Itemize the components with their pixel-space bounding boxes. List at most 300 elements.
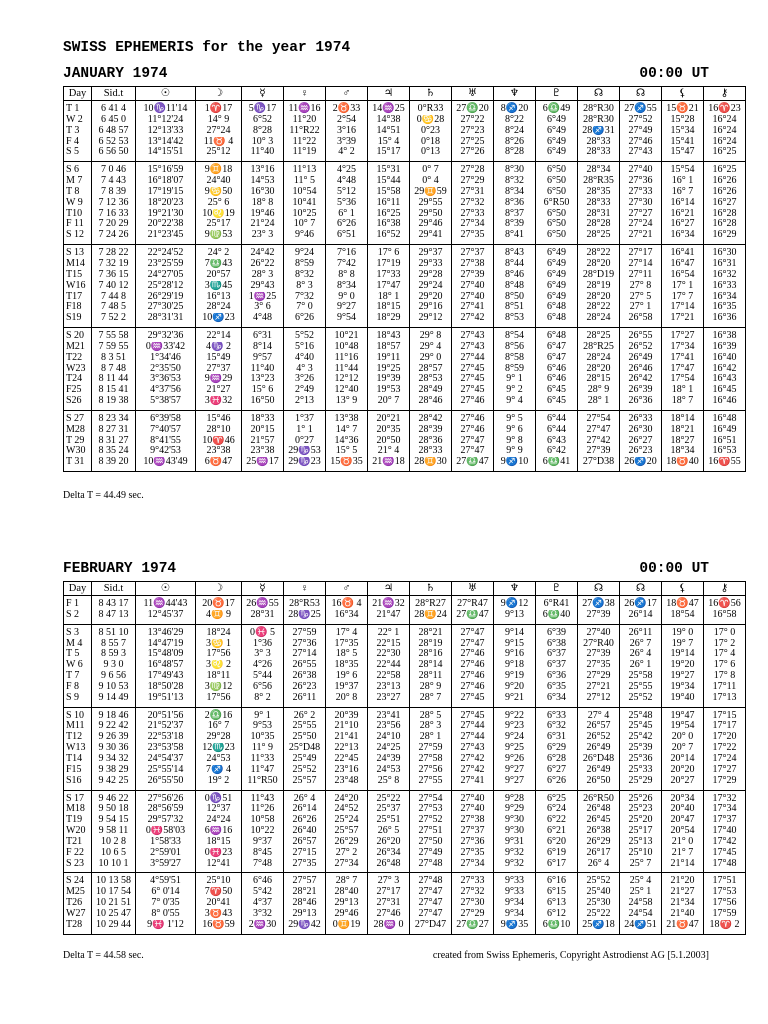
column-header: ♆ [494,87,536,101]
table-cell: 26°39 [620,385,662,396]
table-cell: 9♐12 [494,596,536,610]
table-cell: 17°35 [326,639,368,650]
table-cell: 10♒43'49 [136,457,196,471]
table-cell: 26°38 [578,826,620,837]
table-cell: 9♐35 [494,920,536,934]
table-row [64,624,746,638]
table-row [64,198,746,209]
table-cell: 16♈23 [704,101,746,115]
table-cell: 17° 0 [704,624,746,638]
table-cell: 27°25 [452,137,494,148]
month-header [63,66,709,84]
table-cell: 16°35 [704,302,746,313]
table-cell: 15°44 [368,176,410,187]
column-header: ☊ [620,87,662,101]
table-cell: 18°14 [662,410,704,424]
table-cell: 16°34 [326,610,368,624]
day-cell: S 10 [64,707,92,721]
table-cell: 18°54 [662,610,704,624]
table-cell: 4°26 [242,660,284,671]
table-cell: 18°57 [368,342,410,353]
table-cell: 28♊30 [410,457,452,471]
table-cell: 27°30 [452,898,494,909]
ephemeris-table [63,86,746,472]
table-row [64,364,746,375]
table-cell: 27°35 [452,230,494,244]
table-cell: 8°34 [326,281,368,292]
table-cell: 28°21 [284,887,326,898]
table-cell: 27°27 [620,209,662,220]
column-header: Day [64,582,92,596]
table-cell: 15°58 [368,187,410,198]
table-cell: 17°17 [704,721,746,732]
table-cell: 12°13'33 [136,126,196,137]
column-header: ☉ [136,87,196,101]
table-cell: 15♉21 [662,101,704,115]
table-cell: 3° 6 [242,302,284,313]
table-cell: 3♋ 1 [196,639,242,650]
table-cell: 19°47 [662,707,704,721]
table-cell: 21°47 [368,610,410,624]
day-cell: W20 [64,826,92,837]
table-cell: 6°48 [536,313,578,327]
table-cell: 23°56 [368,721,410,732]
table-cell: 14♒25 [368,101,410,115]
table-cell: 27°47 [452,624,494,638]
table-cell: 6°48 [536,302,578,313]
table-cell: 8° 8 [326,270,368,281]
table-cell: 3° 3 [242,649,284,660]
table-cell: 29°32'36 [136,328,196,342]
table-cell: 9 10 53 [92,682,136,693]
table-cell: 25°55 [620,682,662,693]
table-cell: 17°56 [704,898,746,909]
column-header-row [64,87,746,101]
table-cell: 5°52 [284,328,326,342]
table-row [64,101,746,115]
table-cell: 28°R35 [578,176,620,187]
table-cell: 29°57'32 [136,815,196,826]
table-cell: 27°21 [578,682,620,693]
table-cell: 29°24 [410,281,452,292]
table-row [64,457,746,471]
table-cell: 17° 6 [368,245,410,259]
table-cell: 4°40 [284,353,326,364]
table-cell: 8 55 7 [92,639,136,650]
table-cell: 8 11 44 [92,374,136,385]
table-cell: 0♓58'03 [136,826,196,837]
table-cell: 25°33 [620,765,662,776]
table-cell: 28°35 [578,187,620,198]
table-cell: 15♉35 [326,457,368,471]
table-cell: 21°27 [662,887,704,898]
table-cell: 4°37 [242,898,284,909]
table-cell: 28°31 [578,209,620,220]
table-cell: 16°52 [368,230,410,244]
table-cell: 9 42 25 [92,776,136,790]
table-cell: 19°54 [662,721,704,732]
table-cell: 28°R27 [410,596,452,610]
table-cell: 6°49 [536,126,578,137]
table-cell: 27°40 [620,162,662,176]
table-cell: 5°44 [242,671,284,682]
table-cell: 29°33 [410,259,452,270]
table-cell: 10°22 [242,826,284,837]
day-cell: S19 [64,313,92,327]
table-cell: 9° 5 [494,410,536,424]
table-cell: 7♐ 4 [196,765,242,776]
table-cell: 16°53 [704,446,746,457]
table-cell: 6°13 [536,898,578,909]
table-cell: 18°43 [368,328,410,342]
table-cell: 20°47 [662,815,704,826]
table-cell: 27°43 [452,328,494,342]
table-cell: 0♒33'42 [136,342,196,353]
table-row [64,245,746,259]
table-cell: 10°58 [242,815,284,826]
table-cell: 11° 9 [242,743,284,754]
table-cell: 8 23 34 [92,410,136,424]
table-cell: 10°35 [242,732,284,743]
table-cell: 16°48'57 [136,660,196,671]
table-cell: 19°37 [326,682,368,693]
column-header: ♃ [368,582,410,596]
table-cell: 7 16 33 [92,209,136,220]
day-cell: T21 [64,837,92,848]
table-row [64,137,746,148]
table-cell: 9♓ 1'12 [136,920,196,934]
table-cell: 9°24 [284,245,326,259]
table-cell: 22°14 [196,328,242,342]
table-cell: 8°30 [494,162,536,176]
table-cell: 27°30'25 [136,302,196,313]
day-cell: S 3 [64,624,92,638]
table-cell: 27°21 [620,230,662,244]
table-cell: 8 7 48 [92,364,136,375]
table-cell: 28°20 [578,364,620,375]
table-cell: 28°10 [196,425,242,436]
table-row [64,270,746,281]
table-cell: 26°38 [284,671,326,682]
table-cell: 19°20 [662,660,704,671]
table-cell: 27°52 [620,115,662,126]
table-cell: 28°46 [410,396,452,410]
table-cell: 20°41 [196,898,242,909]
credit-note: created from Swiss Ephemeris, Copyright Astrodienst AG [5.1.2003] [432,950,709,961]
table-cell: 9°32 [494,859,536,873]
table-cell: 13°38 [326,410,368,424]
table-cell: 6♎41 [536,457,578,471]
table-cell: 27°R47 [452,596,494,610]
table-cell: 9°30 [494,826,536,837]
table-cell: 17°49'43 [136,671,196,682]
table-row [64,176,746,187]
day-cell: T15 [64,270,92,281]
table-cell: 29°20 [410,292,452,303]
table-cell: 8°37 [494,209,536,220]
table-cell: 14°38 [368,115,410,126]
table-cell: 18♈ 2 [704,920,746,934]
table-cell: 14°36 [326,436,368,447]
table-cell: 26°29'19 [136,292,196,303]
table-cell: 9°25 [494,743,536,754]
table-cell: 27°32 [452,887,494,898]
table-row [64,754,746,765]
table-cell: 12♏23 [196,743,242,754]
day-cell: T 8 [64,187,92,198]
column-header: ⚸ [662,582,704,596]
table-cell: 25° 1 [620,887,662,898]
table-cell: 9°24 [494,732,536,743]
table-cell: 9°13 [494,610,536,624]
table-cell: 29°13 [284,909,326,920]
table-cell: 16°30 [704,245,746,259]
table-cell: 20°21 [368,410,410,424]
table-row [64,859,746,873]
table-cell: 4°59'51 [136,873,196,887]
table-cell: 0°13 [410,147,452,161]
table-cell: 8♐20 [494,101,536,115]
table-row [64,610,746,624]
table-cell: 21♉47 [662,920,704,934]
table-cell: 26° 4 [620,649,662,660]
table-cell: 6°37 [536,649,578,660]
day-cell: T12 [64,732,92,743]
month-title: FEBRUARY 1974 [63,561,177,577]
table-cell: 24♐51 [620,920,662,934]
table-cell: 11°12'24 [136,115,196,126]
table-cell: 27°47 [452,446,494,457]
table-cell: 16°46 [704,396,746,410]
table-body [64,101,746,472]
table-cell: 27°46 [452,682,494,693]
table-cell: 24°40 [196,176,242,187]
table-cell: 1♈17 [196,101,242,115]
table-cell: 28°22 [578,302,620,313]
table-cell: 21°10 [326,721,368,732]
table-cell: 27°51 [410,826,452,837]
table-cell: 27°24 [196,126,242,137]
table-cell: 9°14 [494,624,536,638]
table-cell: 9°34 [494,909,536,920]
table-cell: 27°33 [452,873,494,887]
table-cell: 29°28 [410,270,452,281]
table-cell: 10° 3 [242,137,284,148]
table-cell: 8°54 [494,328,536,342]
table-cell: 17°59 [704,909,746,920]
table-cell: 9°27 [494,765,536,776]
table-cell: 24° 2 [196,245,242,259]
table-cell: 8° 3 [284,281,326,292]
table-cell: 7 24 26 [92,230,136,244]
table-cell: 27°47 [452,436,494,447]
table-cell: 26°14 [620,610,662,624]
table-cell: 27°29 [578,671,620,682]
table-cell: 9°15 [494,639,536,650]
table-cell: 10 13 58 [92,873,136,887]
table-row [64,693,746,707]
table-cell: 27° 4 [578,707,620,721]
table-cell: 14°51 [368,126,410,137]
table-cell: 28°42 [410,410,452,424]
table-cell: 16°42 [704,364,746,375]
table-cell: 8°46 [494,270,536,281]
day-cell: T19 [64,815,92,826]
table-cell: 24°20 [326,790,368,804]
table-cell: 16°24 [704,115,746,126]
table-cell: 27°40 [452,804,494,815]
table-cell: 13°16 [242,162,284,176]
table-cell: 27°42 [578,436,620,447]
table-cell: 23°13 [368,682,410,693]
table-cell: 27°24 [620,219,662,230]
table-cell: 16°27 [662,219,704,230]
table-cell: 19°21'30 [136,209,196,220]
table-cell: 8°14 [242,342,284,353]
day-cell: M 7 [64,176,92,187]
table-cell: 14°15'51 [136,147,196,161]
column-header: ☽ [196,582,242,596]
table-cell: 8°51 [494,302,536,313]
table-cell: 9°27 [494,776,536,790]
table-cell: 9°33 [494,873,536,887]
table-cell: 17°45 [704,848,746,859]
day-cell: W16 [64,281,92,292]
table-cell: 2♎16 [196,707,242,721]
table-cell: 28° 3 [242,270,284,281]
table-cell: 18° 1 [662,385,704,396]
table-cell: 28° 1 [410,732,452,743]
table-cell: 9♒29 [196,374,242,385]
table-cell: 18°35 [326,660,368,671]
table-cell: 19° 0 [662,624,704,638]
table-cell: 8°32 [494,176,536,187]
table-cell: 25°51 [368,815,410,826]
table-row [64,230,746,244]
table-cell: 28°19 [578,281,620,292]
table-cell: 24°53 [196,754,242,765]
table-cell: 17°48 [704,859,746,873]
table-cell: 6°19 [536,848,578,859]
table-cell: 19°11 [368,353,410,364]
table-cell: 25°23 [620,804,662,815]
table-cell: 3♌ 2 [196,660,242,671]
table-cell: 4°48 [326,176,368,187]
table-cell: 17° 6 [704,660,746,671]
table-cell: 17°54 [662,374,704,385]
table-cell: 21°34 [662,898,704,909]
table-cell: 8°41 [494,230,536,244]
table-cell: 7° 0'35 [136,898,196,909]
table-row [64,790,746,804]
table-cell: 24°39 [368,754,410,765]
column-header: ☽ [196,87,242,101]
table-cell: 28°22 [578,245,620,259]
table-cell: 25° 7 [620,859,662,873]
table-cell: 11♒16 [284,101,326,115]
table-cell: 6 56 50 [92,147,136,161]
table-cell: 8 27 31 [92,425,136,436]
table-cell: 26°36 [620,396,662,410]
table-cell: 17°47 [368,281,410,292]
table-cell: 27°31 [452,187,494,198]
day-cell: S 27 [64,410,92,424]
table-row [64,920,746,934]
table-cell: 16°48 [704,410,746,424]
day-cell: M11 [64,721,92,732]
table-cell: 3°36'53 [136,374,196,385]
day-cell: T 29 [64,436,92,447]
table-cell: 26♐20 [620,457,662,471]
table-cell: 19°14 [662,649,704,660]
table-cell: 27°34 [326,859,368,873]
table-cell: 27°56 [410,765,452,776]
table-cell: 9♋50 [196,187,242,198]
table-cell: 7 44 8 [92,292,136,303]
table-cell: 2♒30 [242,920,284,934]
table-cell: 21° 0 [662,837,704,848]
table-cell: 28°24 [578,353,620,364]
table-cell: 25°10 [196,873,242,887]
table-cell: 24°58 [620,898,662,909]
table-cell: 20° 7 [368,396,410,410]
table-cell: 19°27 [662,671,704,682]
table-row [64,743,746,754]
table-cell: 28°46 [284,898,326,909]
table-cell: 27°47 [410,909,452,920]
table-cell: 27°54 [410,790,452,804]
table-cell: 10°25 [284,209,326,220]
table-cell: 19°25 [368,364,410,375]
table-cell: 28° 5 [410,707,452,721]
table-cell: 27°53 [410,804,452,815]
table-cell: 17°22 [704,743,746,754]
table-cell: 8 39 20 [92,457,136,471]
table-row [64,873,746,887]
table-cell: 7 4 43 [92,176,136,187]
table-cell: 29°41 [410,230,452,244]
day-cell: T 3 [64,126,92,137]
column-header: ☿ [242,87,284,101]
day-cell: S 5 [64,147,92,161]
table-cell: 1° 1 [284,425,326,436]
table-cell: 20°27 [662,776,704,790]
column-header: ☊ [578,87,620,101]
table-cell: 16° 7 [662,187,704,198]
table-row [64,342,746,353]
column-header: ♂ [326,87,368,101]
table-cell: 18°11 [196,671,242,682]
column-header-row [64,582,746,596]
table-cell: 17° 4 [326,624,368,638]
table-cell: 22°58 [368,671,410,682]
table-cell: 25°30 [578,898,620,909]
table-cell: 15°28 [662,115,704,126]
day-cell: F15 [64,765,92,776]
day-cell: M25 [64,887,92,898]
table-cell: 9 46 22 [92,790,136,804]
table-cell: 0° 7 [410,162,452,176]
table-cell: 4°25 [326,162,368,176]
table-cell: 6 45 0 [92,115,136,126]
table-cell: 27♐55 [620,101,662,115]
column-header: ⚷ [704,582,746,596]
table-cell: 20° 0 [662,732,704,743]
table-cell: 1°58'33 [136,837,196,848]
table-cell: 11°40 [242,147,284,161]
table-cell: 16°39 [704,342,746,353]
table-row [64,436,746,447]
